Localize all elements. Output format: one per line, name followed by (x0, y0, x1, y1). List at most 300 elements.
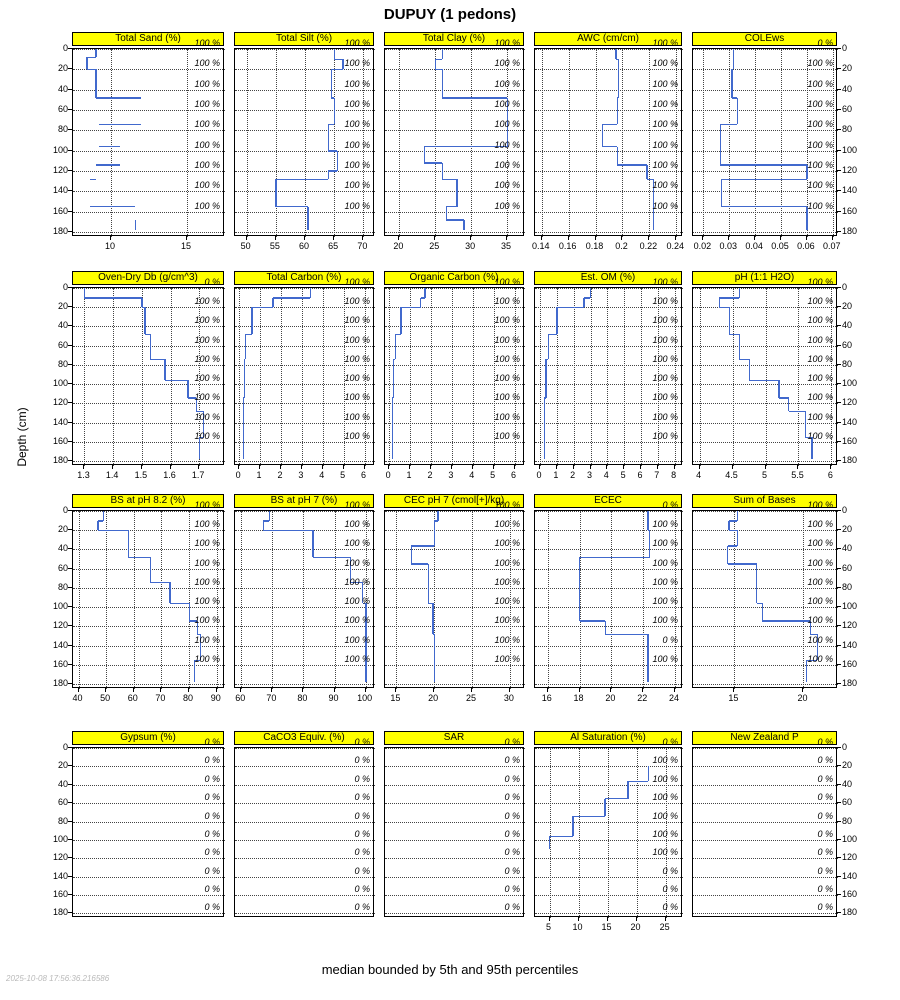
x-tick (333, 236, 334, 240)
x-tick (364, 465, 365, 469)
panel-percent-label: 0 % (817, 884, 833, 895)
gridline-horizontal (235, 442, 375, 443)
chart-panel-al-saturation (534, 731, 682, 932)
panel-title: pH (1:1 H2O) (692, 271, 837, 285)
data-line-segment (150, 582, 169, 583)
panel-percent-label: 100 % (494, 277, 520, 287)
y-tick (837, 190, 841, 191)
panel-percent-label: 100 % (652, 653, 678, 664)
gridline-vertical (596, 49, 597, 237)
gridline-horizontal (693, 588, 838, 589)
panel-percent-label: 100 % (194, 411, 220, 422)
panel-title: CaCO3 Equiv. (%) (234, 731, 374, 745)
panel-percent-label: 100 % (494, 98, 520, 109)
data-line-segment (128, 530, 129, 557)
panel-percent-label: 0 % (354, 792, 370, 803)
y-tick (68, 211, 72, 212)
gridline-horizontal (535, 877, 683, 878)
gridline-horizontal (385, 803, 525, 804)
gridline-horizontal (73, 365, 225, 366)
x-tick-label: 4 (319, 470, 325, 480)
panel-percent-label: 100 % (807, 596, 833, 607)
data-line-segment (245, 334, 251, 335)
x-tick-label: 55 (269, 241, 280, 251)
gridline-horizontal (235, 803, 375, 804)
data-line-segment (428, 564, 429, 603)
y-tick (68, 568, 72, 569)
gridline-horizontal (535, 130, 683, 131)
gridline-vertical (733, 288, 734, 466)
panel-percent-label: 100 % (194, 180, 220, 191)
panel-percent-label: 100 % (494, 373, 520, 384)
data-line-segment (96, 164, 120, 165)
y-tick (837, 876, 841, 877)
x-tick-label: 0.16 (558, 241, 577, 251)
x-tick (568, 236, 569, 240)
x-tick-label: 80 (297, 693, 308, 703)
y-tick (68, 402, 72, 403)
data-line-segment (720, 124, 721, 165)
chart-panel-est-om (534, 271, 682, 480)
gridline-horizontal (693, 913, 838, 914)
gridline-horizontal (385, 130, 525, 131)
x-tick-label: 1 (406, 470, 412, 480)
gridline-horizontal (235, 822, 375, 823)
y-tick-label: 60 (842, 797, 853, 808)
gridline-horizontal (693, 785, 838, 786)
x-tick-label: 0.07 (823, 241, 841, 251)
x-tick-label: 90 (210, 693, 221, 703)
x-tick (110, 236, 111, 240)
y-tick-label: 0 (62, 742, 68, 752)
gridline-horizontal (73, 840, 225, 841)
x-tick (365, 688, 366, 692)
y-tick (837, 625, 841, 626)
data-line-segment (544, 411, 545, 459)
x-tick-label: 60 (235, 693, 246, 703)
gridline-horizontal (73, 511, 225, 512)
x-tick (802, 688, 803, 692)
x-tick-label: 0.22 (639, 241, 658, 251)
panel-title: Est. OM (%) (534, 271, 682, 285)
gridline-horizontal (385, 822, 525, 823)
data-line-segment (728, 563, 757, 564)
gridline-vertical (435, 49, 436, 237)
y-tick (68, 150, 72, 151)
x-tick (830, 465, 831, 469)
y-tick-label: 120 (842, 852, 858, 863)
x-tick (470, 236, 471, 240)
data-line-segment (424, 147, 425, 163)
panel-percent-label: 100 % (807, 180, 833, 191)
y-tick (68, 548, 72, 549)
y-tick-label: 40 (842, 543, 853, 554)
panel-percent-label: 100 % (494, 353, 520, 364)
panel-percent-label: 100 % (194, 557, 220, 568)
panel-percent-label: 100 % (494, 58, 520, 69)
gridline-horizontal (73, 403, 225, 404)
data-line-segment (395, 334, 396, 359)
gridline-horizontal (535, 626, 683, 627)
x-tick-label: 70 (357, 241, 368, 251)
y-tick (68, 383, 72, 384)
panel-percent-label: 0 % (662, 500, 678, 510)
y-tick-label: 180 (842, 907, 858, 918)
data-line-segment (90, 206, 136, 207)
panel-percent-label: 0 % (817, 865, 833, 876)
data-line-segment (442, 179, 456, 180)
panel-percent-label: 100 % (652, 38, 678, 48)
gridline-horizontal (693, 766, 838, 767)
data-line-segment (243, 398, 244, 411)
gridline-horizontal (73, 110, 225, 111)
x-tick-label: 0.2 (615, 241, 628, 251)
panel-percent-label: 100 % (344, 411, 370, 422)
panel-percent-label: 0 % (504, 884, 520, 895)
gridline-horizontal (535, 90, 683, 91)
panel-percent-label: 100 % (194, 200, 220, 211)
panel-percent-label: 100 % (807, 430, 833, 441)
y-tick (837, 765, 841, 766)
gridline-vertical (305, 49, 306, 237)
panel-percent-label: 0 % (354, 865, 370, 876)
panel-percent-label: 100 % (344, 373, 370, 384)
gridline-vertical (540, 288, 541, 466)
chart-panel-colews (692, 32, 858, 251)
gridline-vertical (276, 49, 277, 237)
y-tick (837, 857, 841, 858)
x-tick-label: 15 (390, 693, 401, 703)
x-tick (556, 465, 557, 469)
y-tick-label: 180 (52, 907, 68, 918)
data-line-segment (128, 557, 150, 558)
panel-percent-label: 100 % (652, 430, 678, 441)
y-tick (68, 821, 72, 822)
panel-percent-label: 100 % (494, 634, 520, 645)
panel-percent-label: 100 % (652, 373, 678, 384)
y-tick-label: 80 (57, 124, 68, 135)
panel-percent-label: 100 % (344, 159, 370, 170)
x-tick (547, 688, 548, 692)
gridline-horizontal (235, 766, 375, 767)
gridline-horizontal (385, 569, 525, 570)
gridline-horizontal (535, 665, 683, 666)
panel-percent-label: 100 % (344, 58, 370, 69)
x-tick (636, 917, 637, 921)
panel-percent-label: 100 % (807, 615, 833, 626)
data-line-segment (778, 380, 779, 397)
y-tick-label: 40 (57, 83, 68, 94)
panel-percent-label: 100 % (807, 334, 833, 345)
gridline-horizontal (235, 748, 375, 749)
gridline-horizontal (535, 588, 683, 589)
data-line-segment (276, 206, 308, 207)
gridline-horizontal (235, 365, 375, 366)
panel-percent-label: 0 % (204, 737, 220, 747)
x-tick-label: 6 (511, 470, 517, 480)
y-tick (68, 129, 72, 130)
x-tick (506, 236, 507, 240)
data-line-segment (548, 334, 556, 335)
x-tick-label: 100 (357, 693, 373, 703)
x-tick-label: 30 (465, 241, 476, 251)
y-tick-label: 40 (57, 320, 68, 331)
x-tick (621, 236, 622, 240)
x-tick (78, 688, 79, 692)
x-tick (493, 465, 494, 469)
gridline-horizontal (235, 785, 375, 786)
gridline-horizontal (73, 607, 225, 608)
y-tick (68, 364, 72, 365)
panel-percent-label: 100 % (652, 180, 678, 191)
gridline-horizontal (535, 748, 683, 749)
x-tick (754, 236, 755, 240)
x-tick (648, 236, 649, 240)
gridline-horizontal (535, 151, 683, 152)
x-tick-label: 4 (603, 470, 609, 480)
x-tick (112, 465, 113, 469)
panel-percent-label: 100 % (194, 653, 220, 664)
gridline-horizontal (73, 895, 225, 896)
gridline-vertical (579, 748, 580, 918)
data-line-segment (604, 799, 605, 816)
y-tick (837, 784, 841, 785)
gridline-horizontal (73, 461, 225, 462)
data-line-segment (435, 59, 436, 69)
y-tick (837, 89, 841, 90)
gridline-horizontal (235, 840, 375, 841)
data-line-segment (331, 69, 343, 70)
x-tick-label: 90 (328, 693, 339, 703)
gridline-horizontal (235, 626, 375, 627)
panel-percent-label: 100 % (494, 180, 520, 191)
data-line-segment (401, 307, 421, 308)
gridline-horizontal (73, 212, 225, 213)
x-tick (362, 236, 363, 240)
gridline-horizontal (693, 110, 838, 111)
y-tick (837, 802, 841, 803)
data-line-segment (573, 816, 605, 817)
y-tick (68, 839, 72, 840)
x-tick (471, 688, 472, 692)
panel-percent-label: 100 % (194, 596, 220, 607)
gridline-vertical (452, 288, 453, 466)
y-tick (837, 683, 841, 684)
gridline-horizontal (385, 549, 525, 550)
panel-percent-label: 0 % (204, 847, 220, 858)
y-tick-label: 0 (842, 282, 848, 292)
panel-percent-label: 0 % (662, 865, 678, 876)
y-tick (837, 912, 841, 913)
panel-percent-label: 0 % (662, 634, 678, 645)
panel-title: Total Clay (%) (384, 32, 524, 46)
y-tick (837, 568, 841, 569)
x-tick (623, 465, 624, 469)
panel-percent-label: 0 % (504, 810, 520, 821)
y-tick-label: 100 (52, 601, 68, 612)
data-line-segment (400, 307, 401, 334)
panel-percent-label: 0 % (817, 847, 833, 858)
panel-percent-label: 100 % (652, 392, 678, 403)
gridline-horizontal (535, 49, 683, 50)
panel-percent-label: 100 % (652, 519, 678, 530)
gridline-horizontal (73, 232, 225, 233)
gridline-vertical (281, 288, 282, 466)
gridline-horizontal (73, 684, 225, 685)
gridline-horizontal (385, 171, 525, 172)
gridline-vertical (607, 288, 608, 466)
gridline-horizontal (693, 69, 838, 70)
panel-percent-label: 100 % (652, 159, 678, 170)
gridline-horizontal (535, 785, 683, 786)
gridline-horizontal (693, 511, 838, 512)
x-tick-label: 5 (761, 470, 767, 480)
gridline-horizontal (385, 913, 525, 914)
gridline-vertical (622, 49, 623, 237)
x-tick (275, 236, 276, 240)
gridline-horizontal (73, 877, 225, 878)
panel-percent-label: 0 % (354, 847, 370, 858)
chart-panel-cec-ph-7-cmol-kg (384, 494, 524, 703)
y-tick (837, 510, 841, 511)
x-tick-label: 0.24 (666, 241, 685, 251)
gridline-horizontal (535, 858, 683, 859)
x-tick-label: 18 (573, 693, 584, 703)
x-tick-label: 70 (266, 693, 277, 703)
y-tick-label: 180 (52, 455, 68, 466)
data-line-segment (252, 307, 273, 308)
x-tick (170, 465, 171, 469)
panel-percent-label: 100 % (194, 634, 220, 645)
gridline-horizontal (385, 607, 525, 608)
panel-percent-label: 100 % (652, 139, 678, 150)
x-tick (832, 236, 833, 240)
data-line-segment (749, 359, 750, 380)
panel-percent-label: 100 % (494, 576, 520, 587)
y-tick-label: 100 (842, 144, 858, 155)
x-tick-label: 0.02 (693, 241, 712, 251)
gridline-vertical (766, 288, 767, 466)
data-line-segment (605, 621, 606, 634)
gridline-horizontal (385, 232, 525, 233)
x-tick-label: 20 (630, 922, 641, 932)
y-tick-label: 40 (842, 778, 853, 789)
data-line-segment (244, 359, 245, 397)
panel-percent-label: 100 % (344, 634, 370, 645)
y-tick-label: 160 (52, 205, 68, 216)
panel-percent-label: 100 % (494, 653, 520, 664)
x-tick (579, 688, 580, 692)
panel-percent-label: 100 % (194, 576, 220, 587)
gridline-horizontal (73, 822, 225, 823)
panel-percent-label: 100 % (344, 98, 370, 109)
x-tick-label: 20 (428, 693, 439, 703)
panel-percent-label: 0 % (662, 884, 678, 895)
gridline-horizontal (235, 895, 375, 896)
timestamp: 2025-10-08 17:56:36.216586 (6, 974, 110, 983)
gridline-vertical (755, 49, 756, 237)
data-line-segment (90, 179, 96, 180)
gridline-horizontal (235, 569, 375, 570)
x-tick-label: 25 (429, 241, 440, 251)
panel-percent-label: 100 % (807, 315, 833, 326)
y-tick (837, 422, 841, 423)
gridline-vertical (241, 511, 242, 689)
y-tick-label: 20 (57, 301, 68, 312)
data-line-segment (446, 219, 464, 220)
panel-title: Organic Carbon (%) (384, 271, 524, 285)
data-line-segment (584, 297, 591, 298)
data-line-segment (442, 69, 443, 97)
panel-percent-label: 0 % (204, 828, 220, 839)
data-line-segment (99, 146, 120, 147)
y-tick (68, 510, 72, 511)
data-line-segment (602, 124, 603, 146)
x-tick-label: 5 (340, 470, 346, 480)
data-line-segment (392, 411, 393, 459)
y-tick-label: 120 (52, 620, 68, 631)
y-tick-label: 140 (842, 416, 858, 427)
panel-percent-label: 0 % (817, 828, 833, 839)
gridline-horizontal (693, 549, 838, 550)
gridline-horizontal (535, 511, 683, 512)
panel-percent-label: 0 % (504, 737, 520, 747)
y-tick (837, 645, 841, 646)
y-tick (68, 422, 72, 423)
panel-percent-label: 100 % (494, 78, 520, 89)
x-tick-label: 80 (183, 693, 194, 703)
gridline-horizontal (535, 191, 683, 192)
panel-percent-label: 100 % (194, 38, 220, 48)
panel-percent-label: 100 % (494, 411, 520, 422)
gridline-horizontal (235, 607, 375, 608)
gridline-horizontal (73, 588, 225, 589)
data-line-segment (144, 307, 145, 334)
y-tick (837, 287, 841, 288)
data-line-segment (424, 162, 442, 163)
gridline-vertical (591, 288, 592, 466)
y-tick (68, 287, 72, 288)
y-tick (68, 664, 72, 665)
panel-percent-label: 100 % (807, 139, 833, 150)
gridline-horizontal (693, 130, 838, 131)
x-tick-label: 3 (448, 470, 454, 480)
x-tick (451, 465, 452, 469)
x-tick-label: 3 (586, 470, 592, 480)
panel-percent-label: 100 % (652, 119, 678, 130)
gridline-horizontal (235, 461, 375, 462)
data-line-segment (411, 563, 428, 564)
gridline-horizontal (385, 626, 525, 627)
y-tick (68, 529, 72, 530)
y-tick-label: 160 (52, 435, 68, 446)
x-tick (728, 236, 729, 240)
y-tick (837, 894, 841, 895)
gridline-horizontal (235, 646, 375, 647)
data-line-segment (411, 545, 434, 546)
chart-panel-oven-dry-db-g-cm-3 (52, 271, 224, 480)
panel-percent-label: 100 % (344, 139, 370, 150)
panel-percent-label: 100 % (652, 596, 678, 607)
data-line-segment (99, 124, 142, 125)
x-tick-label: 5 (546, 922, 552, 932)
panel-percent-label: 100 % (494, 334, 520, 345)
gridline-vertical (106, 511, 107, 689)
y-tick (837, 664, 841, 665)
y-tick-label: 20 (842, 63, 853, 74)
x-tick-label: 1.4 (105, 470, 119, 480)
gridline-horizontal (385, 365, 525, 366)
